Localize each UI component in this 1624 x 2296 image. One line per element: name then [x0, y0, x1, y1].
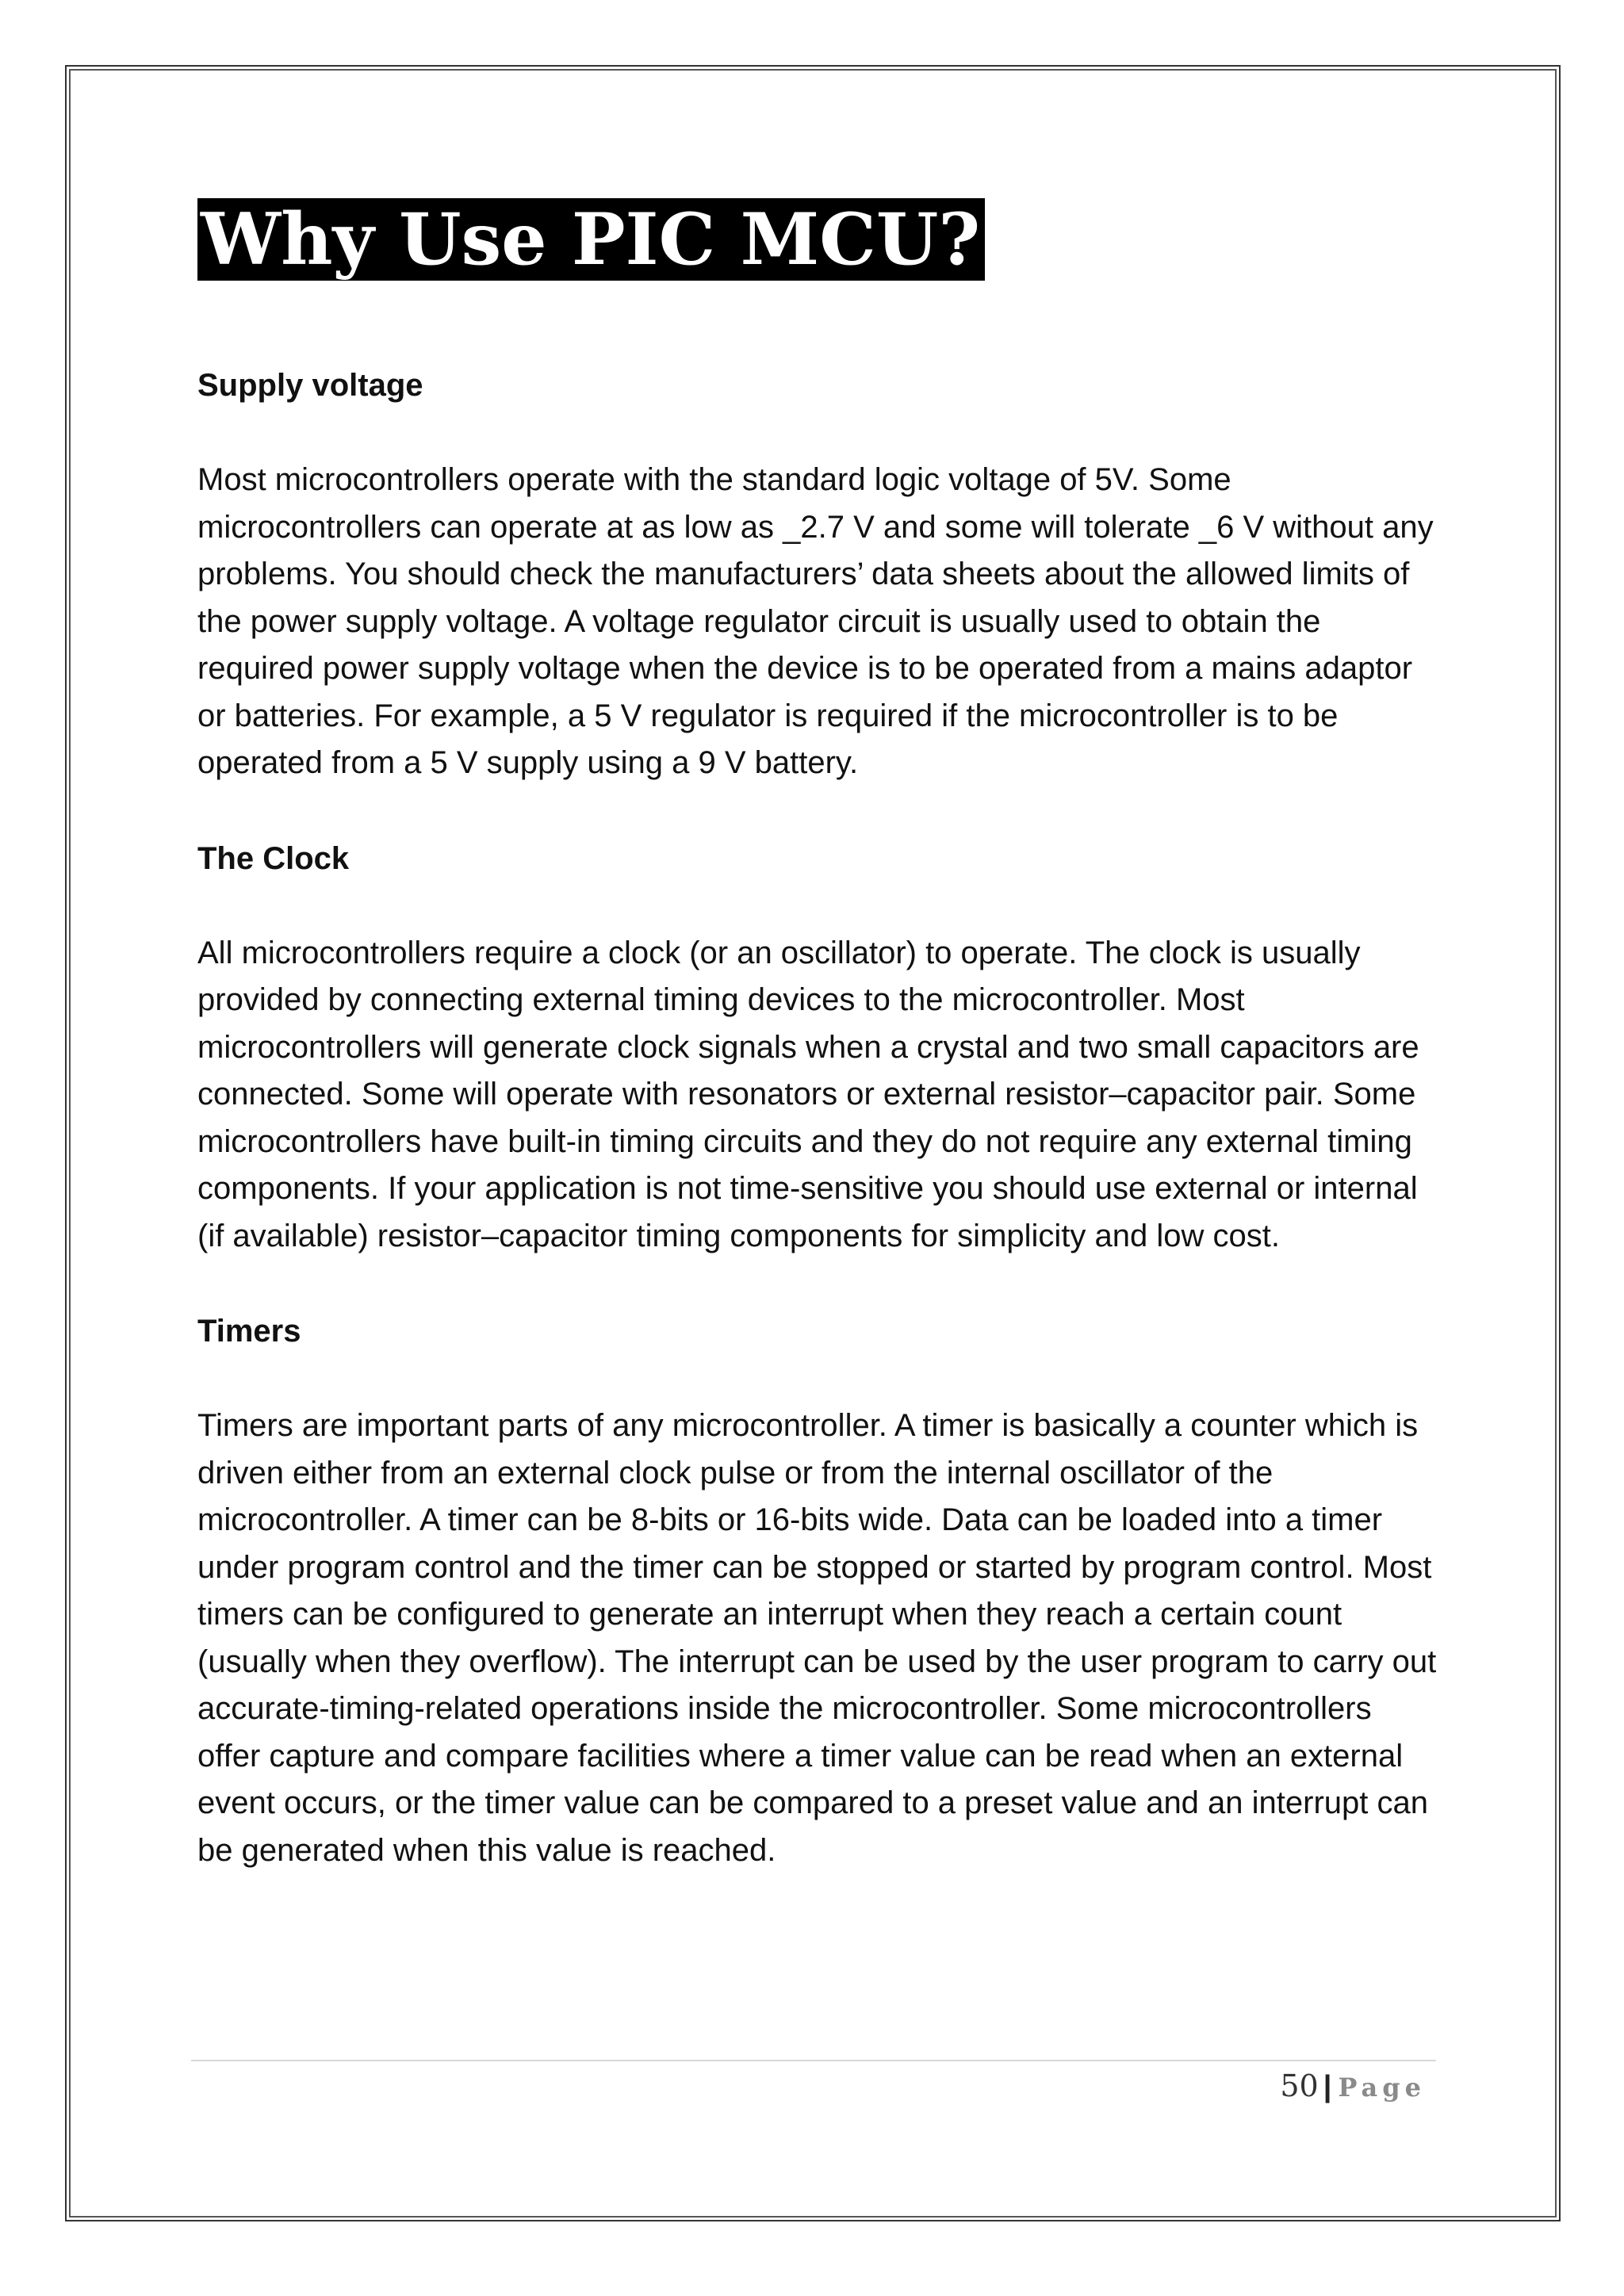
section-heading: Supply voltage [197, 368, 423, 403]
page-number: 50 [1280, 2068, 1319, 2103]
page-title: Why Use PIC MCU? [197, 198, 985, 281]
section-heading: Timers [197, 1314, 301, 1349]
section-the-clock [197, 835, 1442, 1261]
document-content [197, 198, 1442, 1874]
section-heading: The Clock [197, 840, 350, 876]
section-body: Timers are important parts of any microcontroller. A timer is basically a counter which is driven either from an external clock pulse or from the internal oscillator of the microcontroller. A timer can be 8-bits or 16-bits wide. Data can be loaded into a timer under program control and the timer can be stopped or started by program control. Most timers can be configured to generate an interrupt when they reach a certain count (usually when they overflow). The interrupt can be used by the user program to carry out accurate-timing-related operations inside the microcontroller. Some microcontrollers offer capture and compare facilities where a timer value can be read when an external event occurs, or the timer value can be compared to a preset value and an interrupt can be generated when this value is reached. [197, 1408, 1437, 1868]
section-supply-voltage [197, 362, 1442, 787]
section-body: All microcontrollers require a clock (or an oscillator) to operate. The clock is usually provided by connecting external timing devices to the microcontroller. Most microcontrollers will generate clock signals when a crystal and two small capacitors are connected. Some will operate with resonators or external resistor–capacitor pair. Some microcontrollers have built-in timing circuits and they do not require any external timing components. If your application is not time-sensitive you should use external or internal (if available) resistor–capacitor timing components for simplicity and low cost. [197, 935, 1419, 1253]
page-label: Page [1338, 2072, 1426, 2103]
footer-divider [191, 2060, 1436, 2061]
section-timers [197, 1307, 1442, 1874]
section-body: Most microcontrollers operate with the standard logic voltage of 5V. Some microcontrollers can operate at as low as _2.7 V and some will tolerate _6 V without any problems. You should check the manufacturers’ data sheets about the allowed limits of the power supply voltage. A voltage regulator circuit is usually used to obtain the required power supply voltage when the device is to be operated from a mains adaptor or batteries. For example, a 5 V regulator is required if the microcontroller is to be operated from a 5 V supply using a 9 V battery. [197, 462, 1434, 780]
page-footer [1280, 2066, 1426, 2107]
footer-separator: | [1323, 2070, 1332, 2103]
